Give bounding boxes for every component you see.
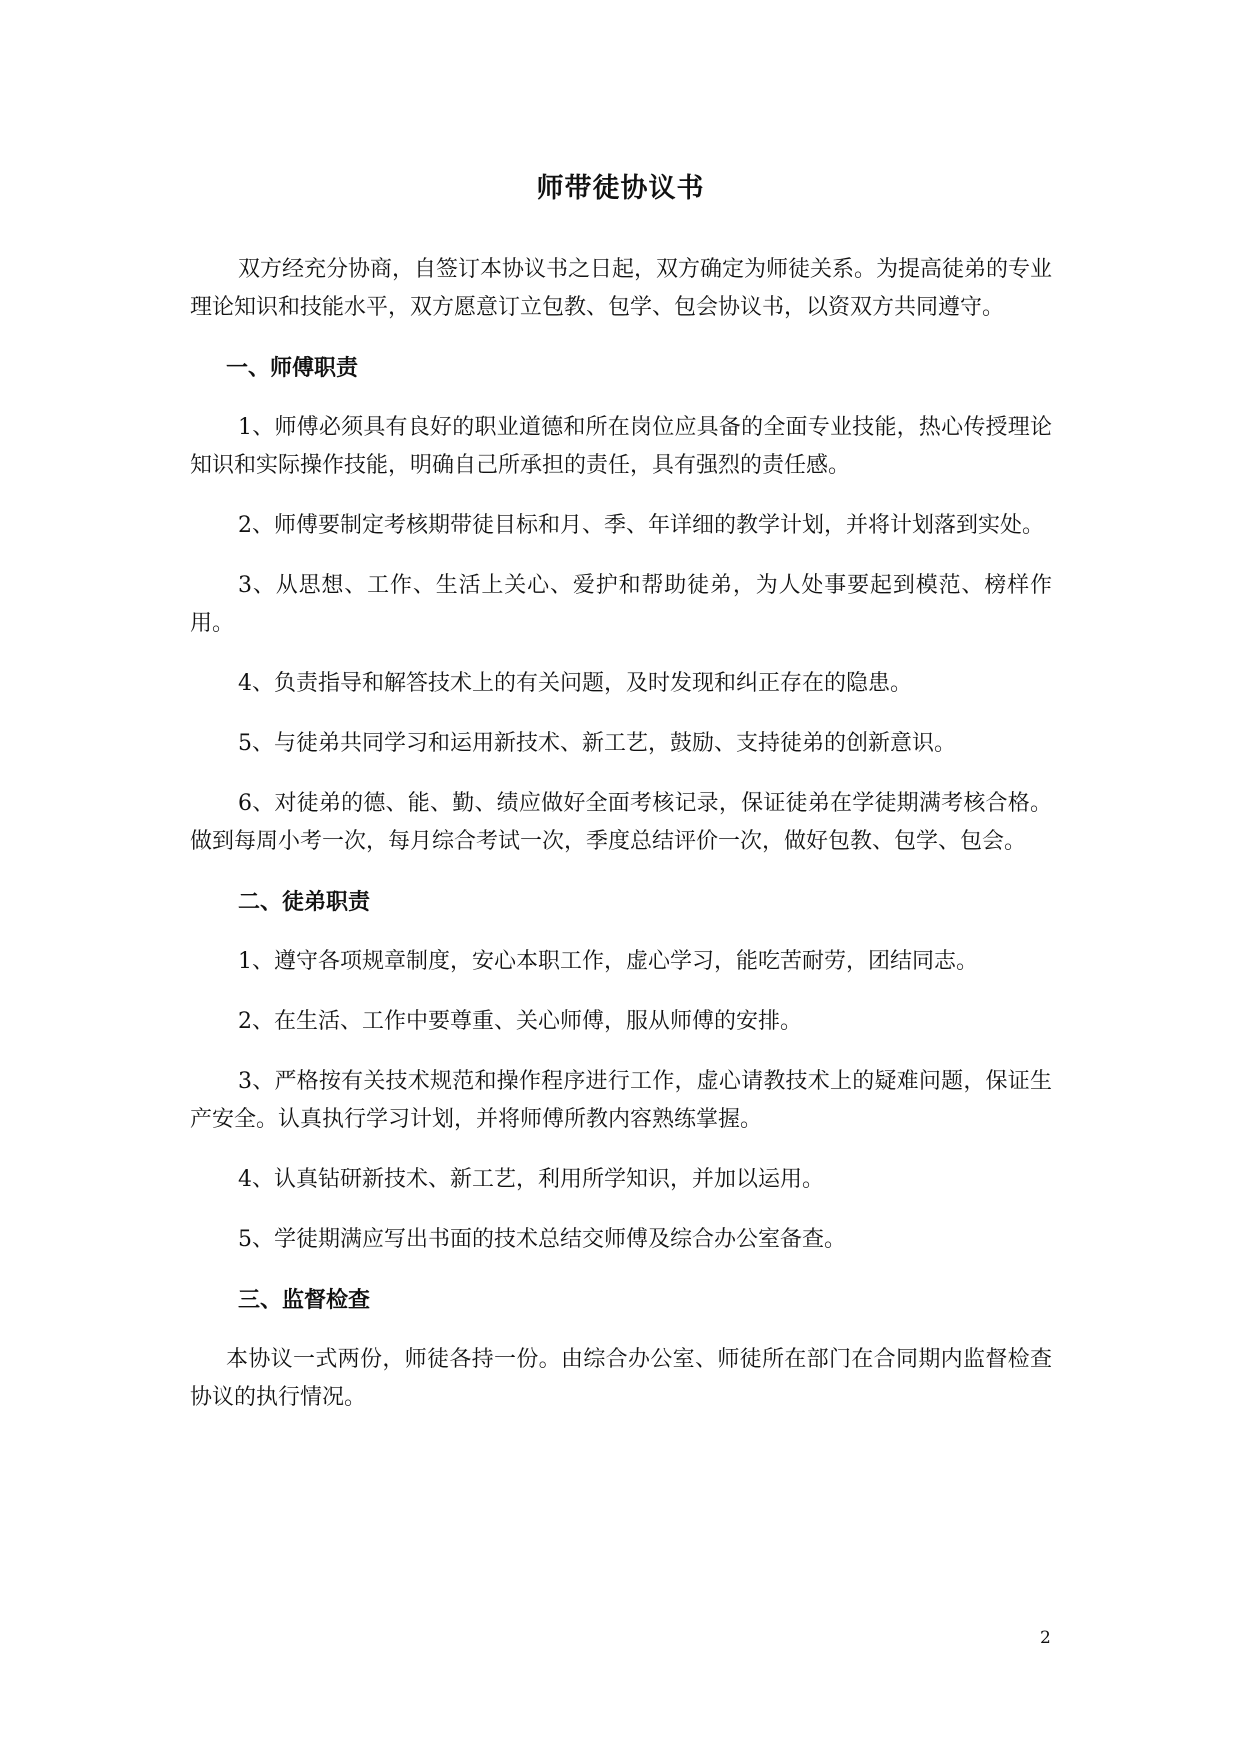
- intro-paragraph: 双方经充分协商，自签订本协议书之日起，双方确定为师徒关系。为提高徒弟的专业理论知识和技能水平，双方愿意订立包教、包学、包会协议书，以资双方共同遵守。: [190, 257, 1053, 320]
- master-duty-item: 1、师傅必须具有良好的职业道德和所在岗位应具备的全面专业技能，热心传授理论知识和实际操作技能，明确自己所承担的责任，具有强烈的责任感。: [190, 415, 1052, 478]
- section-heading-supervision: 三、监督检查: [238, 1287, 371, 1313]
- master-duty-item: 5、与徒弟共同学习和运用新技术、新工艺，鼓励、支持徒弟的创新意识。: [238, 731, 956, 756]
- apprentice-duty-item: 2、在生活、工作中要尊重、关心师傅，服从师傅的安排。: [238, 1009, 802, 1034]
- apprentice-duty-item: 1、遵守各项规章制度，安心本职工作，虚心学习，能吃苦耐劳，团结同志。: [238, 949, 978, 974]
- document-title: 师带徒协议书: [536, 173, 705, 204]
- apprentice-duty-item: 4、认真钻研新技术、新工艺，利用所学知识，并加以运用。: [238, 1167, 824, 1192]
- master-duty-item: 6、对徒弟的德、能、勤、绩应做好全面考核记录，保证徒弟在学徒期满考核合格。做到每周小考一次，每月综合考试一次，季度总结评价一次，做好包教、包学、包会。: [190, 791, 1052, 854]
- apprentice-duty-item: 5、学徒期满应写出书面的技术总结交师傅及综合办公室备查。: [238, 1227, 846, 1252]
- section-heading-master-duties: 一、师傅职责: [226, 355, 359, 381]
- supervision-paragraph: 本协议一式两份，师徒各持一份。由综合办公室、师徒所在部门在合同期内监督检查协议的执行情况。: [190, 1347, 1052, 1410]
- apprentice-duty-item: 3、严格按有关技术规范和操作程序进行工作，虚心请教技术上的疑难问题，保证生产安全。认真执行学习计划，并将师傅所教内容熟练掌握。: [190, 1069, 1052, 1132]
- page-number: 2: [1040, 1628, 1051, 1648]
- section-heading-apprentice-duties: 二、徒弟职责: [238, 889, 371, 915]
- master-duty-item: 3、从思想、工作、生活上关心、爱护和帮助徒弟，为人处事要起到模范、榜样作用。: [190, 573, 1052, 636]
- document-body: [190, 251, 1052, 1439]
- master-duty-item: 2、师傅要制定考核期带徒目标和月、季、年详细的教学计划，并将计划落到实处。: [238, 513, 1044, 538]
- master-duty-item: 4、负责指导和解答技术上的有关问题，及时发现和纠正存在的隐患。: [238, 671, 912, 696]
